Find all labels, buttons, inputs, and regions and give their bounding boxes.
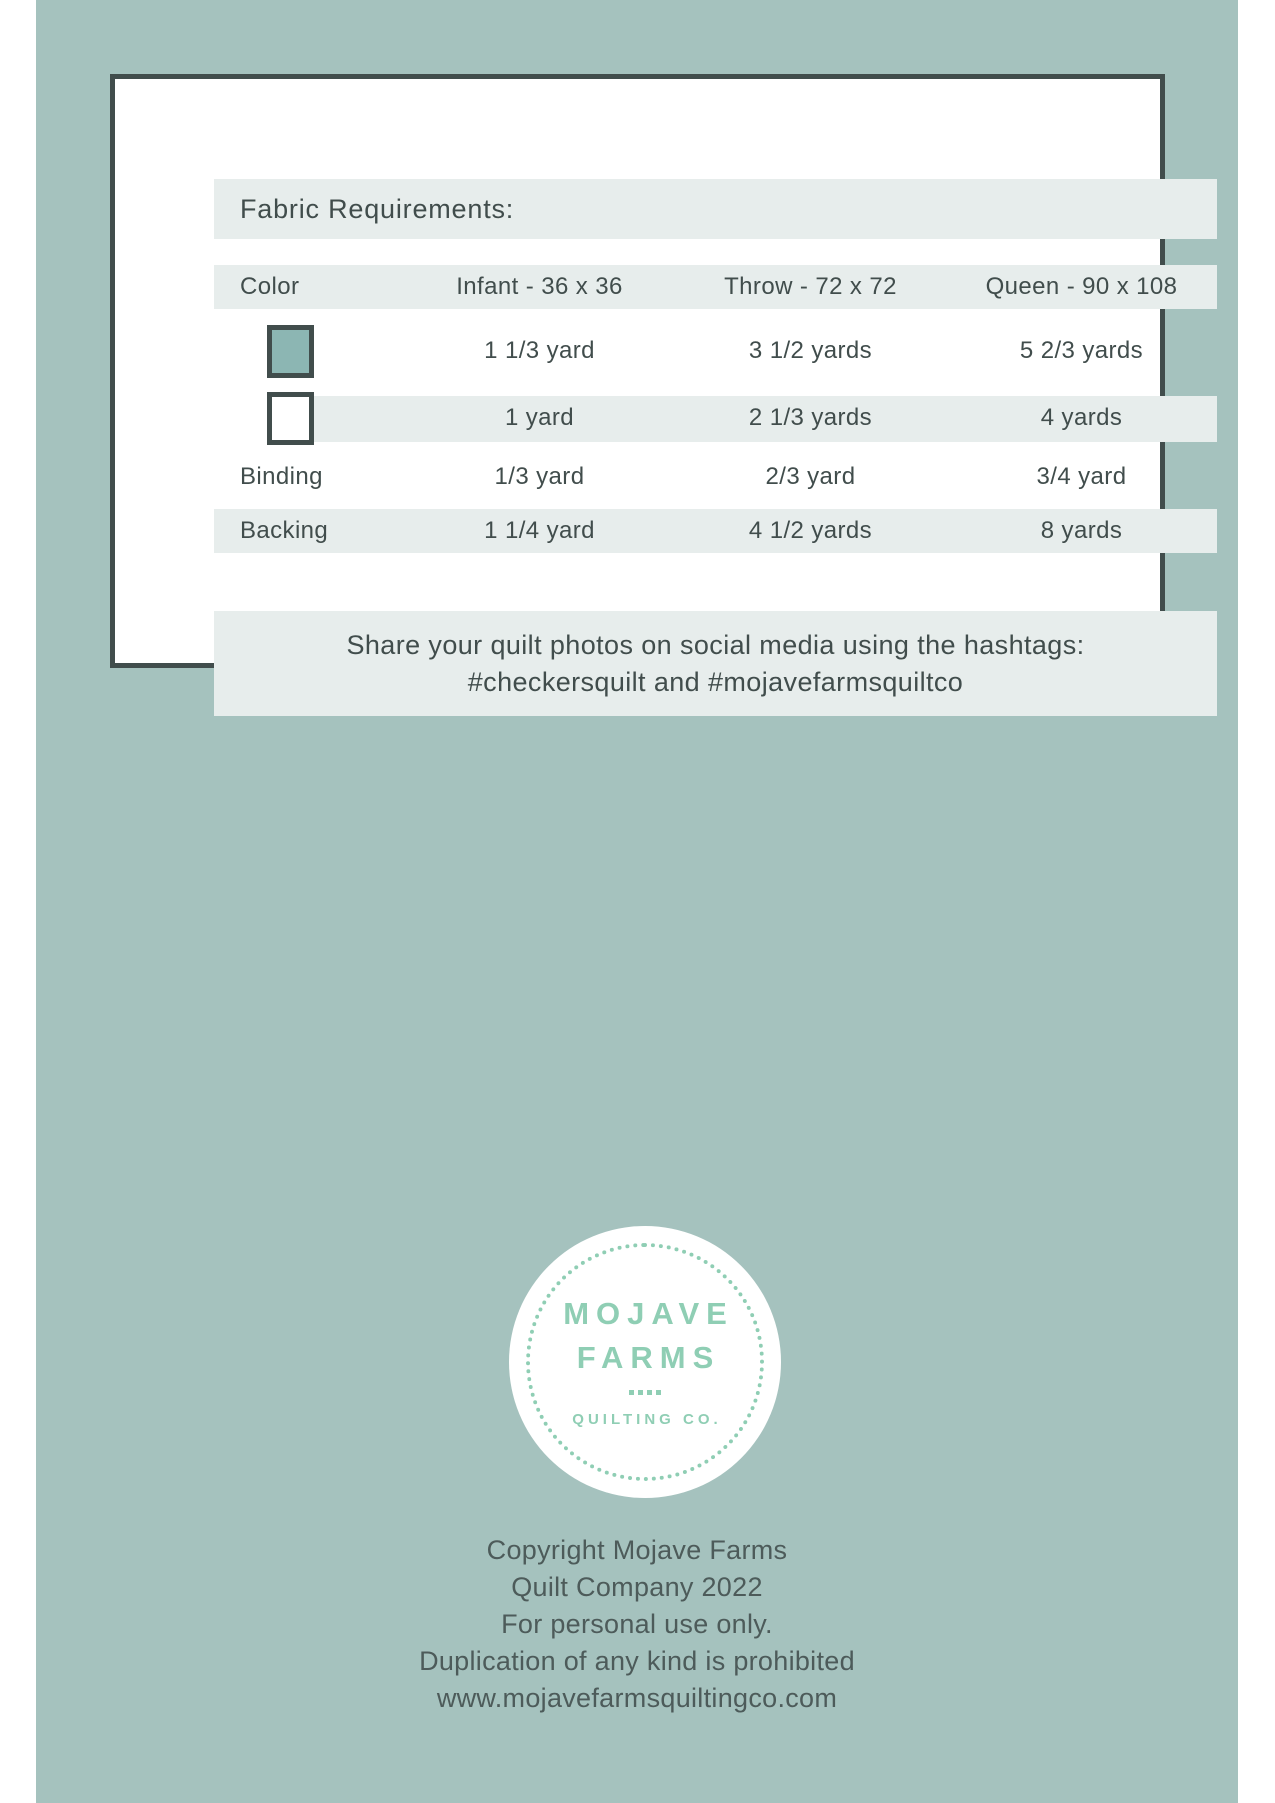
cell-throw-yardage: 3 1/2 yards (748, 337, 873, 364)
cell-queen-yardage: 8 yards (1040, 517, 1123, 544)
fabric-requirements-card (110, 74, 1178, 697)
table-row-label: Backing (240, 517, 329, 544)
column-header-throw: Throw - 72 x 72 (724, 273, 897, 300)
cell-infant-yardage: 1 1/4 yard (484, 517, 595, 544)
table-row-label (214, 325, 404, 378)
logo-name-line-1: MOJAVE (563, 1296, 734, 1331)
teal-fabric-swatch (267, 325, 314, 378)
logo-name-line-2: FARMS (576, 1340, 721, 1375)
copyright-block (36, 1532, 1238, 1717)
page-background (36, 0, 1238, 1803)
table-row-label (214, 392, 404, 445)
table-row-white-fabric (214, 384, 1217, 452)
white-fabric-swatch (267, 392, 314, 445)
cell-throw-yardage: 2 1/3 yards (748, 404, 873, 431)
logo-subtitle: QUILTING CO. (572, 1411, 722, 1428)
mojave-farms-logo (509, 1226, 781, 1498)
table-header-row (214, 265, 1217, 309)
table-row-teal-fabric (214, 317, 1217, 385)
hashtag-banner-line-2: #checkersquilt and #mojavefarmsquiltco (467, 666, 964, 697)
fabric-requirements-title (214, 179, 1217, 239)
column-header-queen: Queen - 90 x 108 (985, 273, 1178, 300)
hashtag-banner (214, 611, 1217, 716)
logo-dotted-ring-icon (526, 1243, 764, 1481)
hashtag-banner-line-1: Share your quilt photos on social media using the hashtags: (346, 629, 1085, 660)
copyright-line: Copyright Mojave Farms (486, 1535, 788, 1565)
copyright-line: Duplication of any kind is prohibited (419, 1646, 855, 1676)
cell-infant-yardage: 1/3 yard (494, 463, 585, 490)
table-row-binding (214, 455, 1217, 499)
cell-throw-yardage: 2/3 yard (765, 463, 856, 490)
cell-queen-yardage: 3/4 yard (1036, 463, 1127, 490)
cell-infant-yardage: 1 1/3 yard (484, 337, 595, 364)
cell-throw-yardage: 4 1/2 yards (748, 517, 873, 544)
fabric-requirements-title-text: Fabric Requirements: (240, 193, 515, 224)
column-header-color: Color (240, 273, 300, 300)
copyright-line: For personal use only. (501, 1609, 773, 1639)
copyright-line: www.mojavefarmsquiltingco.com (436, 1683, 838, 1713)
cell-queen-yardage: 5 2/3 yards (1019, 337, 1144, 364)
cell-infant-yardage: 1 yard (504, 404, 575, 431)
column-header-infant: Infant - 36 x 36 (456, 273, 623, 300)
cell-queen-yardage: 4 yards (1040, 404, 1123, 431)
table-row-backing (214, 509, 1217, 553)
copyright-line: Quilt Company 2022 (511, 1572, 763, 1602)
table-row-label: Binding (240, 463, 323, 490)
